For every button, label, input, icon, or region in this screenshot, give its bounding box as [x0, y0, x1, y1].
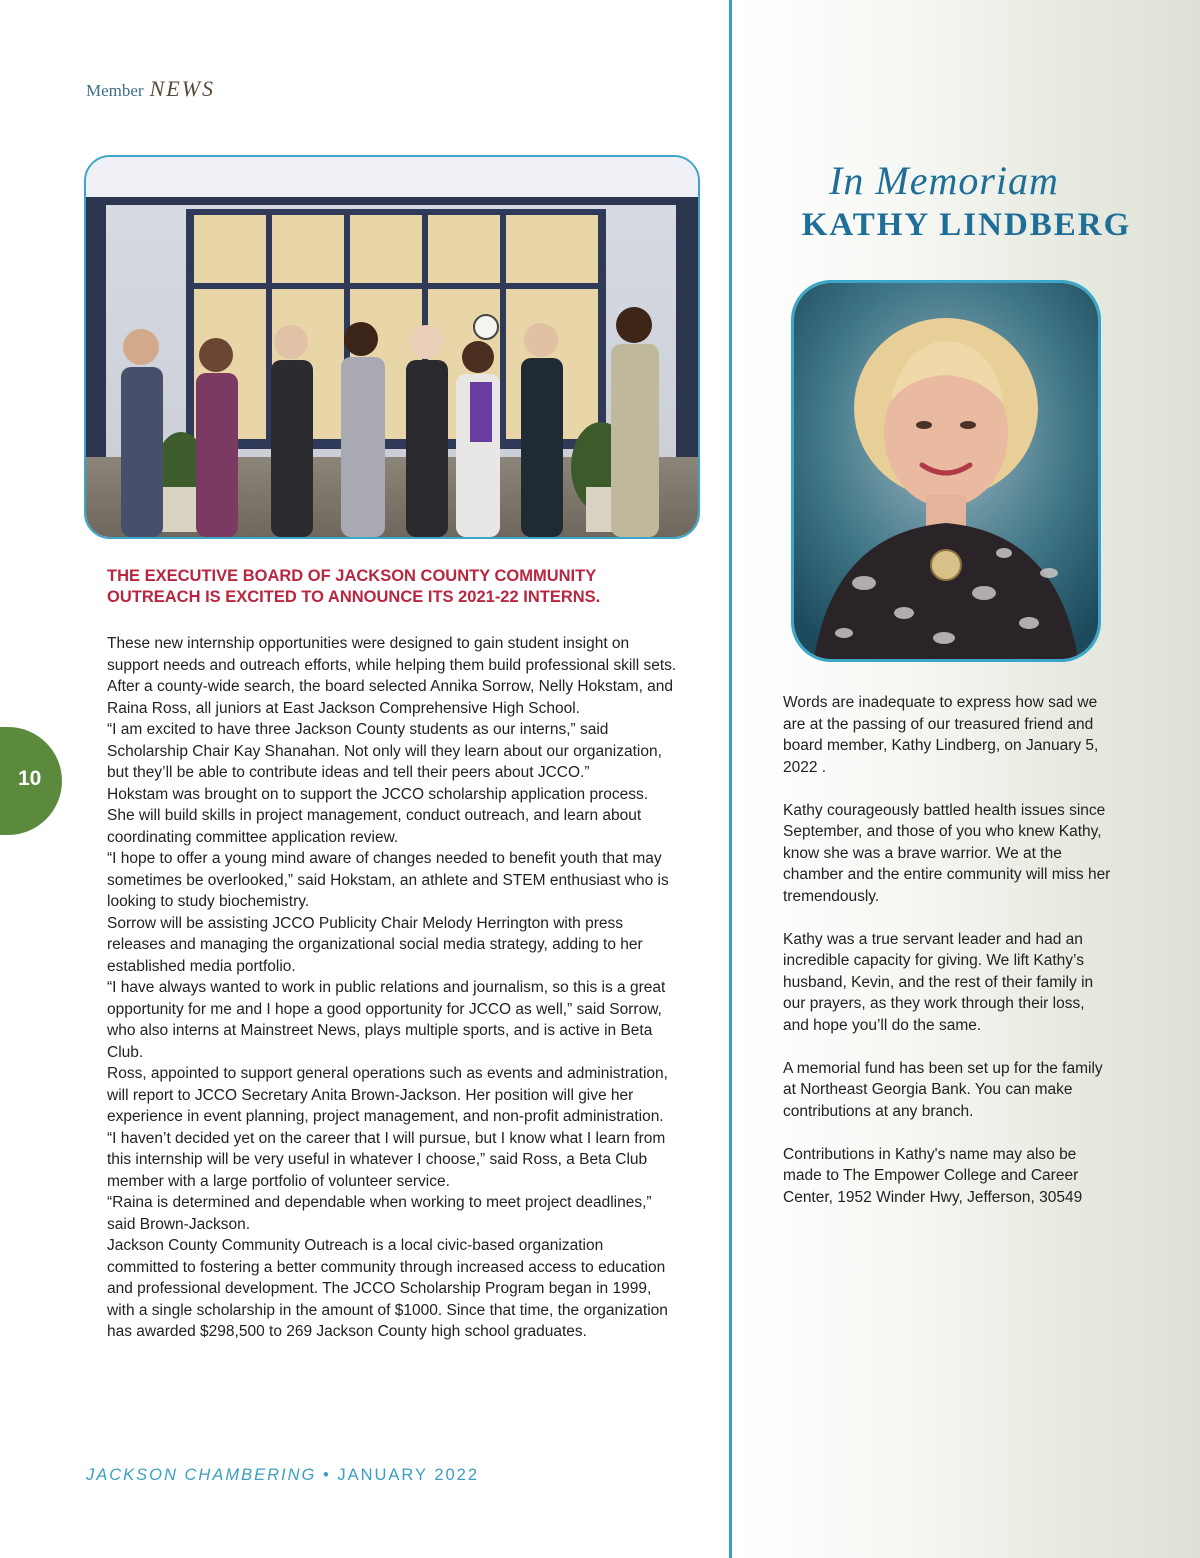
section-header-member: Member — [86, 81, 144, 100]
page-footer — [86, 1466, 479, 1485]
memoriam-name: KATHY LINDBERG — [801, 207, 1132, 243]
article-paragraph: “I have always wanted to work in public relations and journalism, so this is a great opportunity for me and I hope a good opportunity for JCCO as well,” said Sorrow, who also interns at Mainstreet News, plays multiple sports, and is active in Beta Club. — [107, 979, 666, 1061]
memoriam-paragraph: Kathy was a true servant leader and had an incredible capacity for giving. We lift Kathy’s husband, Kevin, and the rest of their family in our prayers, as they work through their loss, and hope you’ll do the same. — [783, 930, 1094, 1034]
footer-separator: • — [322, 1466, 331, 1484]
article-paragraph: These new internship opportunities were designed to gain student insight on support needs and outreach efforts, while helping them build professional skill sets. After a county-wide search, the board selected Annika Sorrow, Nelly Hokstam, and Raina Ross, all juniors at East Jackson Comprehensive High School. — [107, 635, 677, 717]
memoriam-paragraph: Kathy courageously battled health issues since September, and those of you who knew Kathy, know she was a brave warrior. We at the chamber and the entire community will miss her tremendously. — [783, 801, 1111, 905]
article-paragraph: “I am excited to have three Jackson County students as our interns,” said Scholarship Chair Kay Shanahan. Not only will they learn about our organization, but they’ll be able to contribute ideas and tell their peers about JCCO.” — [107, 721, 662, 781]
memoriam-portrait — [791, 280, 1101, 662]
memoriam-paragraph: A memorial fund has been set up for the family at Northeast Georgia Bank. You can make contributions at any branch. — [783, 1059, 1103, 1120]
article-headline: THE EXECUTIVE BOARD OF JACKSON COUNTY COMMUNITY OUTREACH IS EXCITED TO ANNOUNCE ITS 2021-22 INTERNS. — [107, 567, 601, 606]
memoriam-title: In Memoriam — [829, 158, 1059, 203]
article-paragraph: Jackson County Community Outreach is a local civic-based organization committed to fostering a better community through increased access to education and professional development. The JCCO Scholarship Program began in 1999, with a single scholarship in the amount of $1000. Since that time, the organization has awarded $298,500 to 269 Jackson County high school graduates. — [107, 1237, 668, 1340]
article-paragraph: Sorrow will be assisting JCCO Publicity Chair Melody Herrington with press releases and managing the organizational social media strategy, adding to her established media portfolio. — [107, 914, 643, 975]
portrait-illustration — [794, 283, 1098, 659]
article-paragraph: Ross, appointed to support general operations such as events and administration, will report to JCCO Secretary Anita Brown-Jackson. Her position will give her experience in event planning, project management, and non-profit administration. — [107, 1065, 668, 1125]
group-photo-illustration — [86, 157, 698, 537]
section-header-news: NEWS — [149, 76, 216, 101]
footer-date: JANUARY 2022 — [337, 1466, 480, 1484]
article-paragraph: “Raina is determined and dependable when working to meet project deadlines,” said Brown-Jackson. — [107, 1194, 652, 1233]
memoriam-paragraph: Contributions in Kathy's name may also be made to The Empower College and Career Center, 1952 Winder Hwy, Jefferson, 30549 — [783, 1145, 1083, 1206]
interns-group-photo — [84, 155, 700, 539]
section-header — [86, 76, 215, 102]
article-paragraph: “I haven’t decided yet on the career that I will pursue, but I know what I learn from this internship will be very useful in whatever I choose,” said Ross, a Beta Club member with a large portfolio of volunteer service. — [107, 1129, 666, 1190]
article-paragraph: Hokstam was brought on to support the JCCO scholarship application process. She will build skills in project management, conduct outreach, and learn about coordinating committee application review. — [107, 785, 649, 846]
article-body — [107, 633, 679, 1343]
footer-publication: JACKSON CHAMBERING — [86, 1466, 317, 1484]
page-number-tab — [0, 727, 62, 835]
page-number: 10 — [18, 767, 42, 790]
article-paragraph: “I hope to offer a young mind aware of changes needed to benefit youth that may sometimes be overlooked,” said Hokstam, an athlete and STEM enthusiast who is looking to study biochemistry. — [107, 850, 669, 910]
column-divider — [729, 0, 732, 1558]
memoriam-body — [783, 692, 1113, 1230]
memoriam-paragraph: Words are inadequate to express how sad we are at the passing of our treasured friend and board member, Kathy Lindberg, on January 5, 2022 . — [783, 694, 1099, 776]
